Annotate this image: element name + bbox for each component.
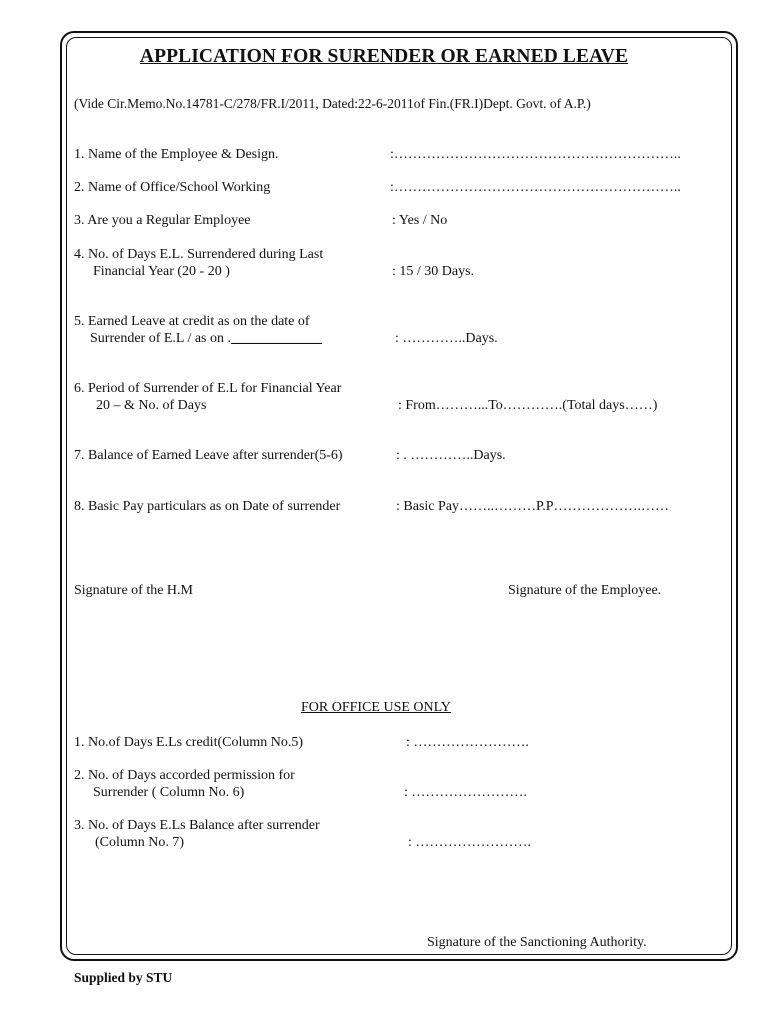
el-surrendered-field[interactable]: : 15 / 30 Days.	[392, 264, 475, 279]
regular-employee-field[interactable]: : Yes / No	[392, 213, 448, 228]
office-balance-label: 3. No. of Days E.Ls Balance after surrender	[74, 818, 320, 833]
el-credit-date-label: Surrender of E.L / as on .	[90, 331, 231, 346]
el-balance-label: 7. Balance of Earned Leave after surrender(5-6)	[74, 448, 343, 463]
surrender-period-field[interactable]: : From………...To………….(Total days……)	[398, 398, 658, 413]
el-credit-field[interactable]: : …………..Days.	[395, 331, 498, 346]
government-memo-reference: (Vide Cir.Memo.No.14781-C/278/FR.I/2011, Dated:22-6-2011of Fin.(FR.I)Dept. Govt. of A.P.)	[74, 96, 591, 111]
office-balance-label-line2: (Column No. 7)	[95, 835, 185, 850]
surrender-period-label-line2: 20 – & No. of Days	[96, 398, 207, 413]
basic-pay-label: 8. Basic Pay particulars as on Date of surrender	[74, 499, 341, 514]
office-permission-label-line2: Surrender ( Column No. 6)	[93, 785, 245, 800]
employee-name-label: 1. Name of the Employee & Design.	[74, 147, 279, 162]
surrender-period-label: 6. Period of Surrender of E.L for Financial Year	[74, 381, 342, 396]
office-balance-field[interactable]: : …………………….	[408, 835, 531, 850]
office-name-field[interactable]: :……………………………………………………..	[390, 180, 681, 195]
form-title: APPLICATION FOR SURENDER OR EARNED LEAVE	[139, 46, 629, 67]
hm-signature-label: Signature of the H.M	[74, 583, 193, 598]
office-permission-field[interactable]: : …………………….	[404, 785, 527, 800]
sanctioning-authority-signature-label: Signature of the Sanctioning Authority.	[427, 935, 647, 950]
office-el-credit-field[interactable]: : …………………….	[406, 735, 529, 750]
el-balance-field[interactable]: : . …………..Days.	[396, 448, 506, 463]
el-surrendered-label: 4. No. of Days E.L. Surrendered during Last	[74, 247, 324, 262]
employee-signature-label: Signature of the Employee.	[508, 583, 662, 598]
supplied-by-footer: Supplied by STU	[74, 970, 173, 985]
regular-employee-label: 3. Are you a Regular Employee	[74, 213, 251, 228]
el-credit-label-line2	[90, 330, 322, 347]
basic-pay-field[interactable]: : Basic Pay……..………P.P……………….……	[396, 499, 670, 514]
office-use-heading: FOR OFFICE USE ONLY	[301, 700, 451, 715]
el-credit-date-blank[interactable]: _____________	[231, 331, 322, 346]
el-credit-label: 5. Earned Leave at credit as on the date of	[74, 314, 310, 329]
employee-name-field[interactable]: :……………………………………………………..	[390, 147, 681, 162]
office-name-label: 2. Name of Office/School Working	[74, 180, 271, 195]
el-surrendered-label-line2: Financial Year (20 - 20 )	[93, 264, 230, 279]
office-el-credit-label: 1. No.of Days E.Ls credit(Column No.5)	[74, 735, 304, 750]
office-permission-label: 2. No. of Days accorded permission for	[74, 768, 295, 783]
